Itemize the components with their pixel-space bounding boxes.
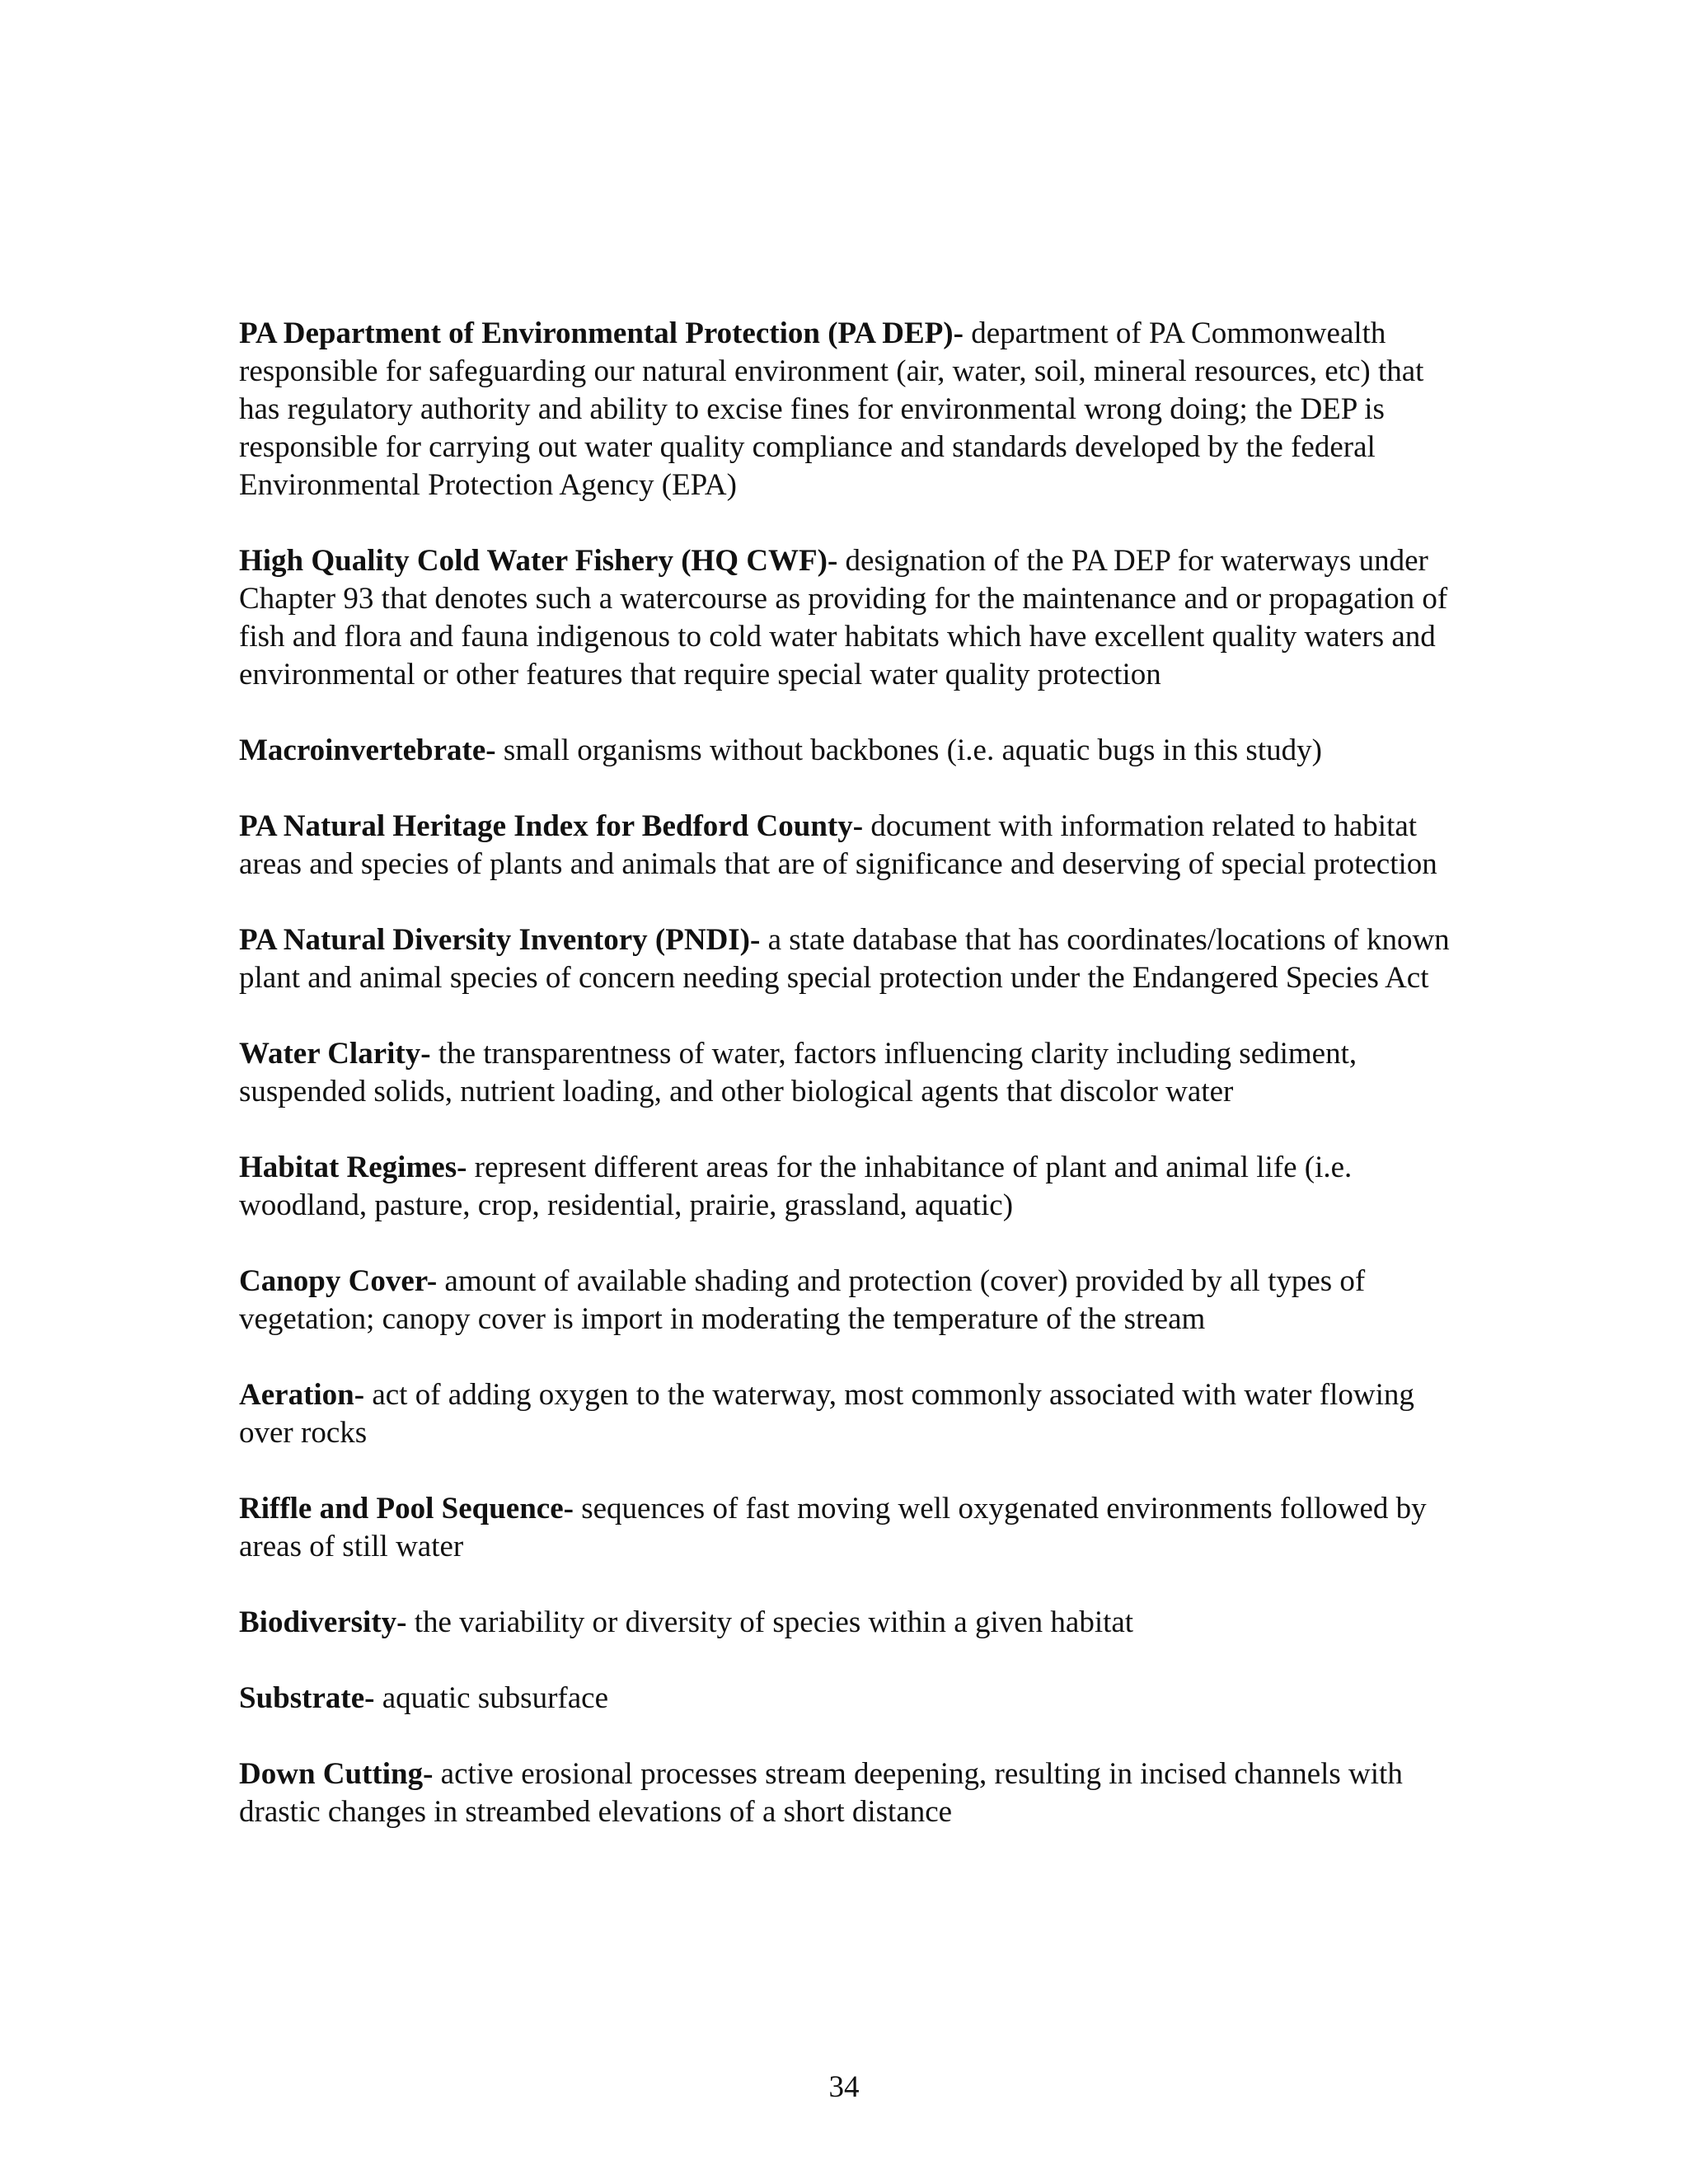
glossary-term: Biodiversity-: [239, 1605, 407, 1639]
glossary-entry-canopy-cover: [239, 1263, 1451, 1338]
glossary-term: High Quality Cold Water Fishery (HQ CWF)-: [239, 544, 838, 578]
glossary-definition: the transparentness of water, factors influencing clarity including sediment, suspended solids, nutrient loading, and other biological agents that discolor water: [239, 1037, 1357, 1108]
glossary-entry-macroinvertebrate: [239, 732, 1451, 770]
glossary-term: Canopy Cover-: [239, 1264, 438, 1298]
glossary-entry-aeration: [239, 1376, 1451, 1452]
glossary-entry-substrate: [239, 1680, 1451, 1718]
glossary-entry-natural-heritage-index: [239, 808, 1451, 883]
glossary-term: Substrate-: [239, 1681, 375, 1715]
glossary-entry-hq-cwf: [239, 542, 1451, 694]
glossary-term: Down Cutting-: [239, 1757, 434, 1791]
glossary-definition: department of PA Commonwealth responsible for safeguarding our natural environment (air, water, soil, mineral resources, etc) that has regulatory authority and ability to excise fines for environmental wrong doing; the DEP is responsible for carrying out water quality compliance and standards developed by the federal Environmental Protection Agency (EPA): [239, 316, 1424, 502]
glossary-definition: represent different areas for the inhabitance of plant and animal life (i.e. woodland, pasture, crop, residential, prairie, grassland, aquatic): [239, 1151, 1353, 1222]
glossary-definition: amount of available shading and protection (cover) provided by all types of vegetation; canopy cover is import in moderating the temperature of the stream: [239, 1264, 1366, 1336]
glossary-definition: document with information related to habitat areas and species of plants and animals that are of significance and deserving of special protection: [239, 809, 1437, 881]
glossary-definition: the variability or diversity of species within a given habitat: [406, 1605, 1134, 1639]
glossary-definition: a state database that has coordinates/locations of known plant and animal species of concern needing special protection under the Endangered Species Act: [239, 923, 1450, 995]
glossary-entry-riffle-pool: [239, 1490, 1451, 1566]
glossary-term: PA Department of Environmental Protection (PA DEP)-: [239, 316, 964, 350]
glossary-entry-pndi: [239, 921, 1451, 997]
glossary-definition: designation of the PA DEP for waterways under Chapter 93 that denotes such a watercourse as providing for the maintenance and or propagation of fish and flora and fauna indigenous to cold water habitats which have excellent quality waters and environmental or other features that require special water quality protection: [239, 544, 1448, 691]
glossary-entry-habitat-regimes: [239, 1149, 1451, 1225]
glossary-entry-down-cutting: [239, 1755, 1451, 1831]
glossary-term: PA Natural Diversity Inventory (PNDI)-: [239, 923, 761, 957]
glossary-term: Water Clarity-: [239, 1037, 431, 1071]
glossary-entry-pa-dep: [239, 315, 1451, 504]
glossary-term: Riffle and Pool Sequence-: [239, 1492, 574, 1526]
glossary-definition: sequences of fast moving well oxygenated environments followed by areas of still water: [239, 1492, 1427, 1563]
glossary-term: Habitat Regimes-: [239, 1151, 467, 1184]
glossary-entry-biodiversity: [239, 1604, 1451, 1642]
page-number: 34: [828, 2070, 860, 2104]
glossary-definition: active erosional processes stream deepening, resulting in incised channels with drastic changes in streambed elevations of a short distance: [239, 1757, 1403, 1829]
glossary-list: [239, 315, 1451, 1869]
glossary-definition: act of adding oxygen to the waterway, most commonly associated with water flowing over rocks: [239, 1378, 1414, 1450]
glossary-term: Macroinvertebrate-: [239, 733, 496, 767]
glossary-term: Aeration-: [239, 1378, 365, 1412]
glossary-entry-water-clarity: [239, 1035, 1451, 1111]
glossary-definition: aquatic subsurface: [374, 1681, 608, 1715]
glossary-term: PA Natural Heritage Index for Bedford County-: [239, 809, 864, 843]
glossary-definition: small organisms without backbones (i.e. aquatic bugs in this study): [495, 733, 1322, 767]
